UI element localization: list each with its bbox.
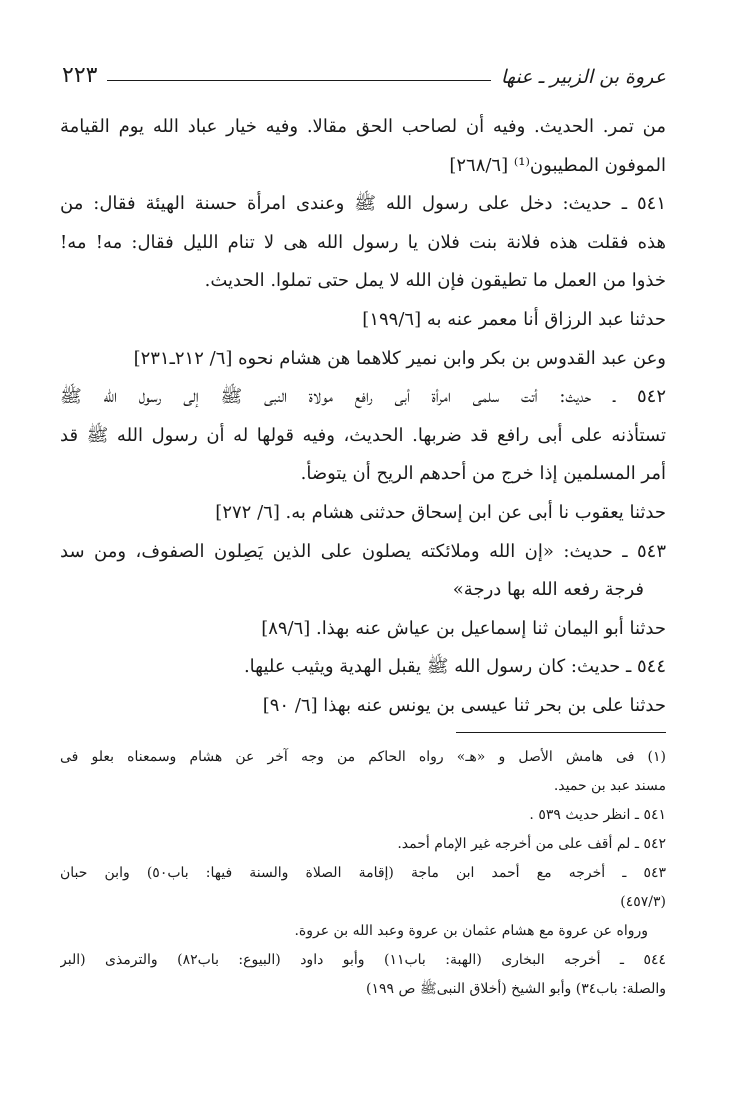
footnote-line: مسند عبد بن حميد. (553, 778, 666, 794)
text-line: الموفون المطيبون⁽¹⁾ [٢٦٨/٦] (449, 154, 666, 176)
isnad-line: حدثنا يعقوب نا أبى عن ابن إسحاق حدثنى هشام به. [٦/ ٢٧٢] (215, 501, 666, 523)
footnote-line: ٥٤٢ ـ لم أقف على من أخرجه غير الإمام أحمد. (397, 836, 666, 852)
text-line: فرجة رفعه الله بها درجة» (452, 579, 644, 601)
footnote-line: ٥٤١ ـ انظر حديث ٥٣٩ . (529, 807, 666, 823)
hadith-544-heading: ٥٤٤ ـ حديث: كان رسول الله ﷺ يقبل الهدية ويثيب عليها. (243, 656, 666, 678)
footnote-line: ٥٤٤ ـ أخرجه البخارى (الهبة: باب١١) وأبو داود (البيوع: باب٨٢) والترمذى (البر (60, 952, 666, 968)
text-line: هذه فقلت هذه فلانة بنت فلان يا رسول الله هى لا تنام الليل فقال: مه! مه! (60, 231, 666, 253)
footnote-line: والصلة: باب٣٤) وأبو الشيخ (أخلاق النبىﷺ ص ١٩٩) (366, 981, 666, 997)
hadith-541-heading: ٥٤١ ـ حديث: دخل على رسول الله ﷺ وعندى امرأة حسنة الهيئة فقال: من (60, 193, 666, 215)
text-line: تستأذنه على أبى رافع قد ضربها. الحديث، وفيه قولها له أن رسول الله ﷺ قد (60, 424, 666, 446)
footnotes (60, 743, 666, 1004)
header-rule (107, 80, 490, 81)
hadith-542-heading: ٥٤٢ ـ حديث: أتت سلمى امرأة أبى رافع مولاة النبى ﷺ إلى رسول الله ﷺ (60, 386, 666, 408)
footnote-line: (١) فى هامش الأصل و «هـ» رواه الحاكم من وجه آخر عن هشام وسمعناه بعلو فى (60, 749, 666, 765)
text-line: من تمر. الحديث. وفيه أن لصاحب الحق مقالا. وفيه خيار عباد الله يوم القيامة (60, 116, 666, 137)
isnad-line: حدثنا عبد الرزاق أنا معمر عنه به [١٩٩/٦] (362, 308, 666, 330)
footnote-line: (٤٥٧/٣) (620, 894, 666, 910)
footnote-line: ٥٤٣ ـ أخرجه مع أحمد ابن ماجة (إقامة الصلاة والسنة فيها: باب٥٠) وابن حبان (60, 865, 666, 881)
main-text (60, 108, 666, 726)
footnote-separator (456, 732, 666, 733)
isnad-line: حدثنا على بن بحر ثنا عيسى بن يونس عنه بهذا [٦/ ٩٠] (262, 694, 666, 716)
running-header (62, 58, 666, 88)
text-line: خذوا من العمل ما تطيقون فإن الله لا يمل حتى تملوا. الحديث. (204, 270, 666, 292)
text-line: أمر المسلمين إذا خرج من أحدهم الريح أن يتوضأ. (300, 463, 666, 485)
isnad-line: حدثنا أبو اليمان ثنا إسماعيل بن عياش عنه بهذا. [٨٩/٦] (261, 617, 666, 639)
footnote-line: ورواه عن عروة مع هشام عثمان بن عروة وعبد الله بن عروة. (294, 923, 648, 939)
isnad-line: وعن عبد القدوس بن بكر وابن نمير كلاهما هن هشام نحوه [٦/ ٢١٢ـ٢٣١] (133, 347, 666, 369)
chapter-title: عروة بن الزبير ـ عنها (500, 66, 666, 88)
page-number: ٢٢٣ (62, 63, 98, 88)
hadith-543-heading: ٥٤٣ ـ حديث: «إن الله وملائكته يصلون على الذين يَصِلون الصفوف، ومن سد (60, 540, 666, 562)
